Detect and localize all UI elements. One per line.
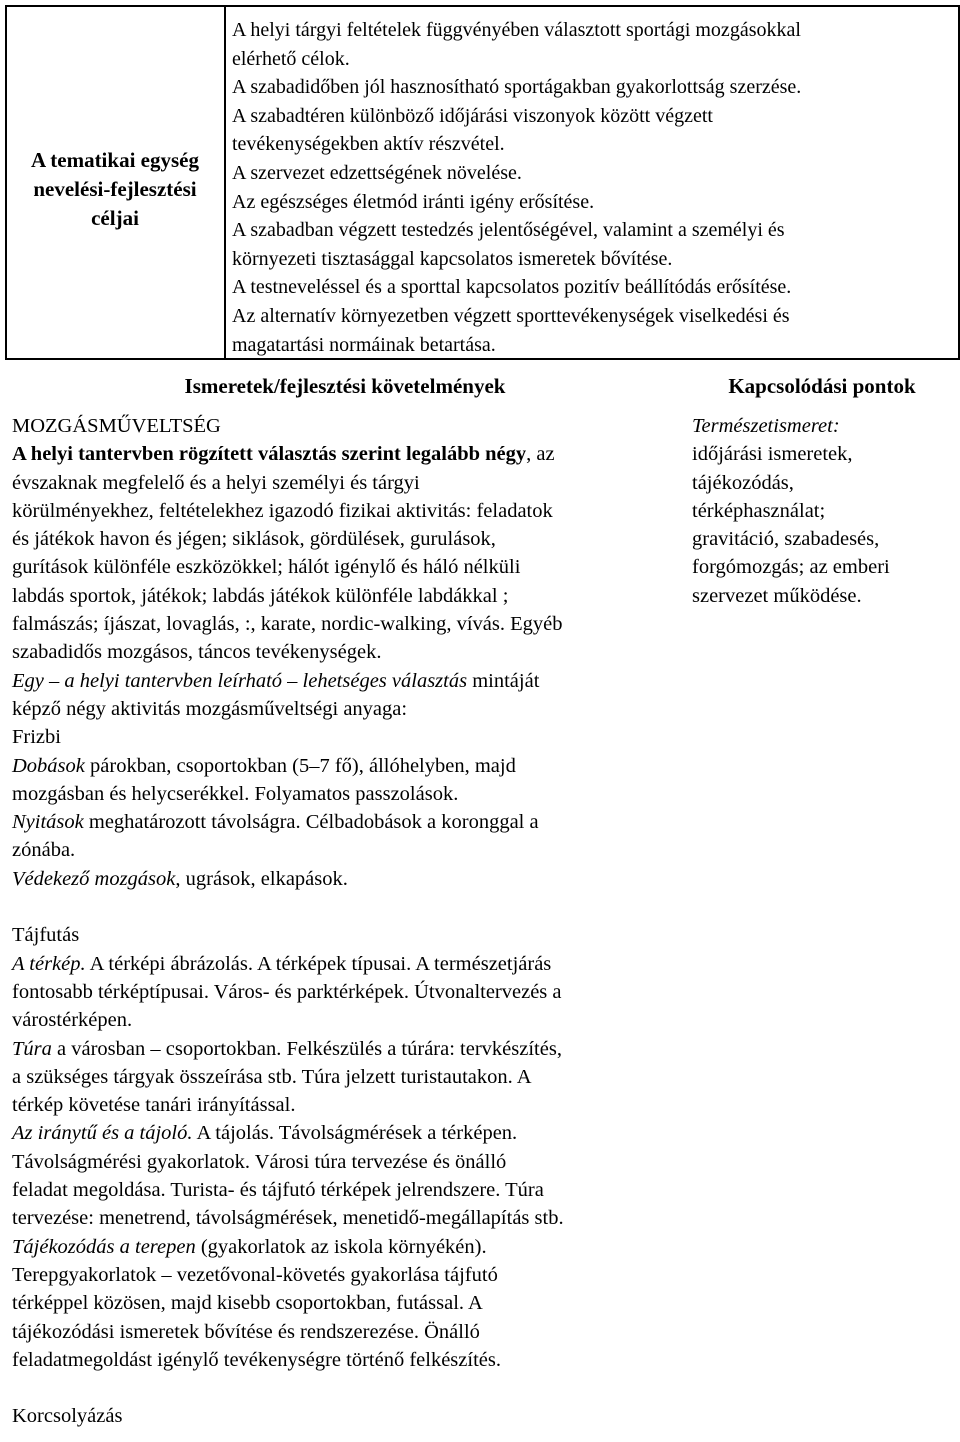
text-line: térkép követése tanári irányítással. (12, 1094, 296, 1117)
text-line: évszaknak megfelelő és a helyi személyi és tárgyi (12, 471, 420, 494)
text-line: Távolságmérési gyakorlatok. Városi túra tervezése és önálló (12, 1150, 507, 1173)
text-line (12, 808, 678, 836)
goal-line: környezeti tisztasággal kapcsolatos ismeretek bővítése. (232, 247, 673, 270)
connection-subject (692, 412, 954, 440)
text-span: párokban, csoportokban (5–7 fő), állóhelyben, majd (84, 754, 516, 777)
text-line: zónába. (12, 839, 76, 862)
italic-text: Egy – a helyi tantervben leírható – lehetséges választás (12, 669, 468, 692)
bold-text: A helyi tantervben rögzített választás szerint legalább négy (12, 443, 527, 466)
text-line (12, 865, 678, 893)
text-line: labdás sportok, játékok; labdás játékok különféle labdákkal ; (12, 584, 509, 607)
text-line: tervezése: menetrend, távolságmérések, menetidő-megállapítás stb. (12, 1207, 564, 1230)
spacer (12, 893, 678, 921)
italic-text: Tájékozódás a terepen (12, 1235, 196, 1258)
goal-line: elérhető célok. (232, 47, 350, 70)
italic-text: Védekező mozgások (12, 867, 176, 890)
text-line: várostérképen. (12, 1009, 133, 1032)
text-line (12, 1035, 678, 1063)
italic-text: Túra (12, 1037, 52, 1060)
italic-text: A térkép. (12, 952, 86, 975)
text-span: mintáját (467, 669, 540, 692)
text-span: (gyakorlatok az iskola környékén). (195, 1235, 487, 1258)
text-line: képző négy aktivitás mozgásműveltségi anyaga: (12, 697, 408, 720)
italic-text: Természetismeret: (692, 415, 840, 437)
goal-line: A helyi tárgyi feltételek függvényében választott sportági mozgásokkal (232, 19, 801, 41)
connection-line: szervezet működése. (692, 584, 862, 607)
connections-header: Kapcsolódási pontok (728, 374, 916, 398)
goal-line: tevékenységekben aktív részvétel. (232, 133, 505, 156)
goal-line: A szervezet edzettségének növelése. (232, 161, 522, 184)
text-line: tájékozódási ismeretek bővítése és rendszerezése. Önálló (12, 1320, 480, 1343)
text-line: fontosabb térképtípusai. Város- és parktérképek. Útvonaltervezés a (12, 980, 562, 1003)
connection-line: térképhasználat; (692, 499, 826, 522)
goals-label-line: nevelési-fejlesztési (33, 177, 197, 201)
italic-text: Dobások (12, 754, 85, 777)
text-span: A tájolás. Távolságmérések a térképen. (192, 1122, 518, 1145)
goals-text (232, 16, 952, 359)
text-line (12, 752, 678, 780)
section-title-frizbi: Frizbi (12, 726, 61, 749)
section-title-tajfutas: Tájfutás (12, 924, 80, 947)
goals-divider (224, 5, 226, 359)
text-line: körülményekhez, feltételekhez igazodó fizikai aktivitás: feladatok (12, 499, 553, 522)
goal-line: magatartási normáinak betartása. (232, 333, 496, 356)
text-line: és játékok havon és jégen; siklások, gördülések, gurulások, (12, 528, 496, 551)
text-span: A térképi ábrázolás. A térképek típusai. A természetjárás (85, 952, 552, 975)
text-line (12, 1233, 678, 1261)
connection-line: gravitáció, szabadesés, (692, 528, 880, 551)
text-line: Terepgyakorlatok – vezetővonal-követés gyakorlása tájfutó (12, 1263, 498, 1286)
text-line: feladat megoldása. Turista- és tájfutó térképek jelrendszere. Túra (12, 1179, 544, 1202)
text-line (12, 667, 678, 695)
section-title-mozgasmuveltseg: MOZGÁSMŰVELTSÉG (12, 415, 221, 437)
text-span: , ugrások, elkapások. (175, 867, 348, 890)
text-line: falmászás; íjászat, lovaglás, :, karate, nordic-walking, vívás. Egyéb (12, 613, 563, 636)
goals-label (6, 146, 224, 233)
text-line (12, 950, 678, 978)
text-span: , az (526, 443, 555, 466)
text-span: a városban – csoportokban. Felkészülés a túrára: tervkészítés, (51, 1037, 562, 1060)
goal-line: A szabadban végzett testedzés jelentőségével, valamint a személyi és (232, 219, 785, 242)
text-line: feladatmegoldást igénylő tevékenységre történő felkészítés. (12, 1348, 501, 1371)
connection-line: forgómozgás; az emberi (692, 556, 890, 579)
goal-line: Az alternatív környezetben végzett sporttevékenységek viselkedési és (232, 304, 790, 327)
goals-label-line: A tematikai egység (31, 148, 199, 172)
goal-line: A testneveléssel és a sporttal kapcsolatos pozitív beállítódás erősítése. (232, 276, 792, 299)
text-line (12, 440, 678, 468)
connection-line: tájékozódás, (692, 471, 794, 494)
italic-text: Nyitások (12, 811, 84, 834)
text-line (12, 1119, 678, 1147)
goal-line: Az egészséges életmód iránti igény erősítése. (232, 190, 595, 213)
section-title-korcsolyazas: Korcsolyázás (12, 1405, 123, 1428)
connection-line: időjárási ismeretek, (692, 443, 853, 466)
table-top-border (5, 5, 960, 7)
goal-line: A szabadidőben jól hasznosítható sportágakban gyakorlottság szerzése. (232, 76, 802, 99)
text-line: mozgásban és helycserékkel. Folyamatos passzolások. (12, 782, 459, 805)
requirements-content (12, 412, 678, 1431)
italic-text: Az iránytű és a tájoló. (12, 1122, 193, 1145)
goals-label-line: céljai (91, 206, 139, 230)
spacer (12, 1374, 678, 1402)
requirements-header: Ismeretek/fejlesztési követelmények (184, 374, 506, 398)
goal-line: A szabadtéren különböző időjárási viszonyok között végzett (232, 104, 713, 127)
text-line: szabadidős mozgásos, táncos tevékenységek. (12, 641, 382, 664)
text-line: térképpel közösen, majd kisebb csoportokban, futással. A (12, 1292, 483, 1315)
connections-content (692, 412, 954, 610)
text-line: a szükséges tárgyak összeírása stb. Túra jelzett turistautakon. A (12, 1065, 532, 1088)
text-span: meghatározott távolságra. Célbadobások a koronggal a (83, 811, 539, 834)
text-line: gurítások különféle eszközökkel; hálót igénylő és háló nélküli (12, 556, 521, 579)
